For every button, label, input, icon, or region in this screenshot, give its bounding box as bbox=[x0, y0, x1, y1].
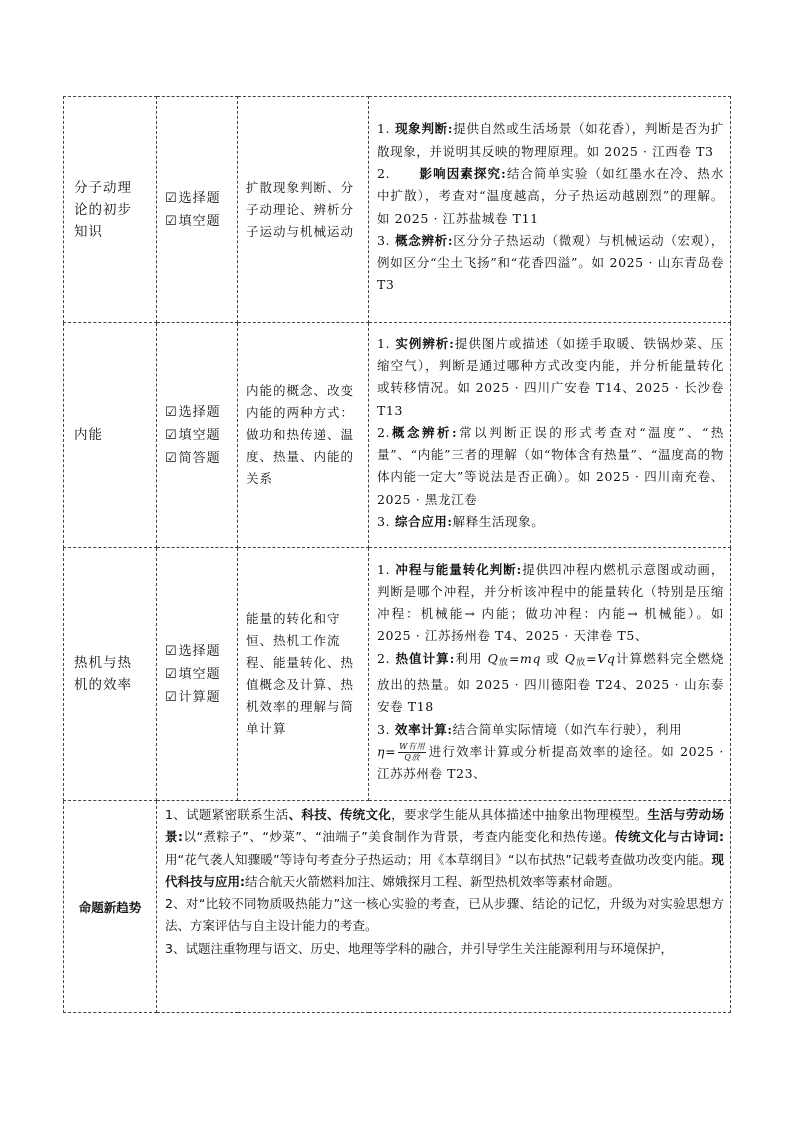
checkbox-checked-icon: ☑ bbox=[165, 427, 178, 443]
knowledge-description: 扩散现象判断、分子动理论、辨析分子运动与机械运动 bbox=[246, 179, 355, 239]
trend-text-segment: 、科技、传统文化 bbox=[288, 807, 392, 822]
item-keyword: 现象判断: bbox=[395, 121, 454, 137]
question-types-cell bbox=[157, 97, 238, 323]
knowledge-cell bbox=[238, 323, 369, 548]
checkbox-checked-icon: ☑ bbox=[165, 450, 178, 466]
trend-paragraph: 3、试题注重物理与语文、历史、地理等学科的融合，并引导学生关注能源利用与环境保护， bbox=[165, 940, 673, 956]
formula-text: η= bbox=[377, 743, 397, 759]
detail-item bbox=[377, 118, 724, 163]
detail-item bbox=[377, 719, 724, 786]
checkbox-checked-icon: ☑ bbox=[165, 404, 178, 420]
detail-item bbox=[377, 559, 724, 648]
checkbox-checked-icon: ☑ bbox=[165, 643, 178, 659]
question-types-cell bbox=[157, 548, 238, 801]
exam-detail-cell bbox=[369, 548, 731, 801]
item-keyword: 实例辨析: bbox=[395, 335, 455, 351]
topic-cell bbox=[64, 548, 157, 801]
formula-text: =mq bbox=[508, 650, 542, 666]
detail-item bbox=[377, 422, 724, 511]
exam-detail-cell bbox=[369, 323, 731, 548]
question-type-label: 填空题 bbox=[178, 213, 221, 229]
question-type-item bbox=[165, 210, 237, 233]
trend-text-segment: ，要求学生能从具体描述中抽象出物理模型。 bbox=[391, 807, 648, 822]
item-text: 计算燃料完全燃烧放出的热量。如 2025 · 四川德阳卷 T24、2025 · 山东泰安卷 T18 bbox=[377, 650, 724, 715]
question-type-item bbox=[165, 447, 237, 470]
trend-title-cell bbox=[64, 801, 157, 1013]
trend-text-segment: 生活与劳动场景: bbox=[165, 807, 724, 845]
trend-paragraph bbox=[165, 804, 724, 893]
fraction-denominator: Q放 bbox=[404, 752, 421, 762]
item-text: 提供图片或描述（如搓手取暖、铁锅炒菜、压缩空气），判断是通过哪种方式改变内能，并分析能量转化或转移情况。如 2025 · 四川广安卷 T14、2025 · 长沙卷 T13 bbox=[377, 335, 724, 418]
formula-subscript: 放 bbox=[498, 657, 509, 668]
trend-text-segment: 以“煮粽子”、“炒菜”、“油端子”美食制作为背景，考查内能变化和热传递。 bbox=[183, 829, 616, 845]
question-type-label: 选择题 bbox=[178, 190, 221, 206]
checkbox-checked-icon: ☑ bbox=[165, 689, 178, 705]
item-keyword: 综合应用: bbox=[395, 514, 453, 530]
formula-symbol: Q bbox=[487, 650, 499, 666]
question-type-label: 选择题 bbox=[178, 404, 221, 420]
fraction-numerator: W有用 bbox=[399, 741, 426, 751]
item-keyword: 效率计算: bbox=[395, 721, 453, 737]
trend-text-segment: 传统文化与古诗词: bbox=[615, 829, 725, 845]
topic-label: 热机与热机的效率 bbox=[74, 655, 132, 693]
exam-detail-cell bbox=[369, 97, 731, 323]
topic-label: 分子动理论的初步知识 bbox=[74, 179, 132, 240]
detail-item bbox=[377, 230, 724, 297]
formula-subscript: 放 bbox=[575, 657, 587, 668]
item-number: 1. bbox=[377, 121, 391, 137]
item-number: 3. bbox=[377, 721, 391, 737]
formula-text: =Vq bbox=[586, 650, 616, 666]
knowledge-cell bbox=[238, 548, 369, 801]
checkbox-checked-icon: ☑ bbox=[165, 213, 178, 229]
detail-item bbox=[377, 511, 724, 533]
trend-text-segment: 结合航天火箭燃料加注、嫦娥探月工程、新型热机效率等素材命题。 bbox=[245, 873, 621, 889]
item-text: 或 bbox=[546, 650, 560, 666]
item-keyword: 概念辨析: bbox=[390, 424, 458, 440]
table-row bbox=[64, 801, 731, 1013]
knowledge-description: 内能的概念、改变内能的两种方式：做功和热传递、温度、热量、内能的关系 bbox=[246, 383, 355, 486]
item-text: 区分分子热运动（微观）与机械运动（宏观），例如区分“尘土飞扬”和“花香四溢”。如 2025 · 山东青岛卷 T3 bbox=[377, 232, 724, 293]
trend-content-cell bbox=[157, 801, 731, 1013]
topic-cell bbox=[64, 323, 157, 548]
item-keyword: 概念辨析: bbox=[395, 232, 454, 248]
item-number: 3. bbox=[377, 514, 391, 530]
question-type-label: 简答题 bbox=[178, 450, 221, 466]
topic-label: 内能 bbox=[74, 427, 103, 443]
table-row bbox=[64, 97, 731, 323]
topic-cell bbox=[64, 97, 157, 323]
question-types-cell bbox=[157, 323, 238, 548]
question-type-item bbox=[165, 686, 237, 709]
item-text: 提供四冲程内燃机示意图或动画，判断是哪个冲程，并分析该冲程中的能量转化（特别是压缩冲程：机械能→ 内能；做功冲程：内能→ 机械能）。如 2025 · 江苏扬州卷 T4、2025 · 天津卷 T5、 bbox=[377, 561, 724, 644]
item-text: 解释生活现象。 bbox=[452, 514, 545, 530]
question-type-label: 选择题 bbox=[178, 643, 221, 659]
item-text: 结合简单实验（如红墨水在冷、热水中扩散），考查对“温度越高，分子热运动越剧烈”的理解。如 2025 · 江苏盐城卷 T11 bbox=[377, 165, 724, 226]
efficiency-fraction bbox=[398, 742, 426, 763]
item-text: 结合简单实际情境（如汽车行驶），利用 bbox=[452, 721, 683, 737]
item-text: 常以判断正误的形式考查对“温度”、“热量”、“内能”三者的理解（如“物体含有热量”、“温度高的物体内能一定大”等说法是否正确）。如 2025 · 四川南充卷、2025 · 黑龙江卷 bbox=[377, 424, 724, 507]
item-number: 1. bbox=[377, 561, 391, 577]
formula-symbol: Q bbox=[564, 650, 576, 666]
question-type-item bbox=[165, 401, 237, 424]
detail-item bbox=[377, 163, 724, 230]
exam-analysis-table bbox=[63, 96, 731, 1013]
detail-item bbox=[377, 648, 724, 719]
item-keyword: 热值计算: bbox=[395, 650, 455, 666]
question-type-item bbox=[165, 663, 237, 686]
item-number: 2. bbox=[377, 165, 391, 181]
detail-item bbox=[377, 333, 724, 422]
trend-title: 命题新趋势 bbox=[78, 899, 142, 915]
item-keyword: 冲程与能量转化判断: bbox=[395, 561, 522, 577]
item-number: 1. bbox=[377, 335, 391, 351]
table-row bbox=[64, 323, 731, 548]
question-type-item bbox=[165, 640, 237, 663]
trend-text-segment: 现代科技与应用: bbox=[165, 851, 724, 889]
checkbox-checked-icon: ☑ bbox=[165, 190, 178, 206]
trend-text-segment: 1、试题紧密联系生活 bbox=[165, 807, 289, 822]
knowledge-cell bbox=[238, 97, 369, 323]
trend-text-segment: 用“花气袭人知骤暖”等诗句考查分子热运动；用《本草纲目》“以布拭热”记载考查做功改变内能。 bbox=[165, 851, 712, 867]
checkbox-checked-icon: ☑ bbox=[165, 666, 178, 682]
item-number: 3. bbox=[377, 232, 391, 248]
question-type-item bbox=[165, 187, 237, 210]
item-number: 2. bbox=[377, 650, 391, 666]
table-row bbox=[64, 548, 731, 801]
question-type-item bbox=[165, 424, 237, 447]
item-text: 利用 bbox=[454, 650, 483, 666]
question-type-label: 填空题 bbox=[178, 666, 221, 682]
trend-paragraph: 2、对“比较不同物质吸热能力”这一核心实验的考查，已从步骤、结论的记忆，升级为对实验思想方法、方案评估与自主设计能力的考查。 bbox=[165, 896, 724, 934]
item-text: 提供自然或生活场景（如花香），判断是否为扩散现象，并说明其反映的物理原理。如 2025 · 江西卷 T3 bbox=[377, 121, 724, 159]
item-text: 进行效率计算或分析提高效率的途径。如 2025 · 江苏苏州卷 T23、 bbox=[377, 743, 724, 782]
item-number: 2. bbox=[377, 424, 391, 440]
knowledge-description: 能量的转化和守恒、热机工作流程、能量转化、热值概念及计算、热机效率的理解与简单计算 bbox=[246, 611, 355, 736]
question-type-label: 填空题 bbox=[178, 427, 221, 443]
item-keyword: 影响因素探究: bbox=[419, 165, 507, 181]
question-type-label: 计算题 bbox=[178, 689, 221, 705]
